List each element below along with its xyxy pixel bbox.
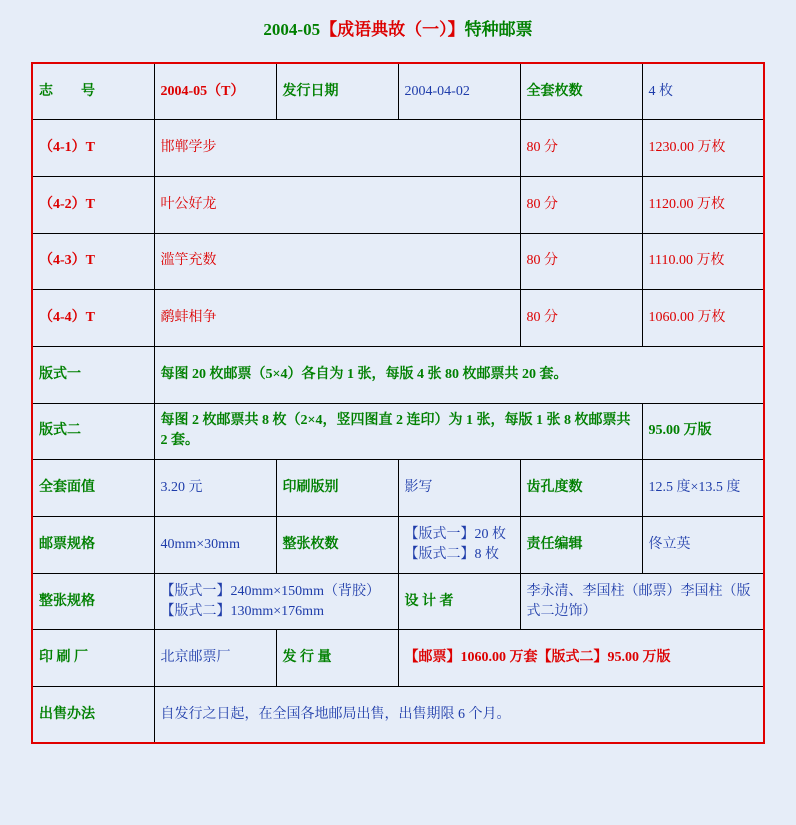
issue-date-value: 2004-04-02	[398, 63, 520, 120]
title-name: 【成语典故（一）】	[320, 20, 465, 39]
format1-row	[32, 346, 764, 403]
stamp-name: 鹬蚌相争	[154, 290, 520, 347]
details-row	[32, 517, 764, 574]
editor-label: 责任编辑	[520, 517, 642, 574]
designer-label: 设 计 者	[398, 573, 520, 630]
format2-label: 版式二	[32, 403, 154, 460]
stamp-quantity: 1230.00 万枚	[642, 120, 764, 177]
sheet-size-label: 整张规格	[32, 573, 154, 630]
issue-quantity-label: 发 行 量	[276, 630, 398, 687]
stamp-face-value: 80 分	[520, 176, 642, 233]
stamp-id: （4-4）T	[32, 290, 154, 347]
stamp-id: （4-1）T	[32, 120, 154, 177]
title-code: 2004-05	[263, 20, 321, 39]
sheet-count-label: 整张枚数	[276, 517, 398, 574]
editor-value: 佟立英	[642, 517, 764, 574]
designer-value: 李永清、李国柱（邮票）李国柱（版式二边饰）	[520, 573, 764, 630]
issue-date-label: 发行日期	[276, 63, 398, 120]
sale-method-label: 出售办法	[32, 687, 154, 744]
format1-label: 版式一	[32, 346, 154, 403]
stamp-code-label: 志 号	[32, 63, 154, 120]
stamp-info-table	[31, 62, 765, 744]
face-total-value: 3.20 元	[154, 460, 276, 517]
details-row	[32, 687, 764, 744]
set-count-label: 全套枚数	[520, 63, 642, 120]
stamp-name: 滥竽充数	[154, 233, 520, 290]
stamp-quantity: 1060.00 万枚	[642, 290, 764, 347]
perforation-value: 12.5 度×13.5 度	[642, 460, 764, 517]
stamp-size-value: 40mm×30mm	[154, 517, 276, 574]
stamp-id: （4-3）T	[32, 233, 154, 290]
title-type: 特种邮票	[464, 20, 533, 39]
stamp-code-value: 2004-05（T）	[154, 63, 276, 120]
stamp-row	[32, 233, 764, 290]
format2-quantity: 95.00 万版	[642, 403, 764, 460]
sale-method-value: 自发行之日起，在全国各地邮局出售，出售期限 6 个月。	[154, 687, 764, 744]
perforation-label: 齿孔度数	[520, 460, 642, 517]
sheet-count-line: 【版式二】8 枚	[404, 546, 499, 562]
format2-description: 每图 2 枚邮票共 8 枚（2×4，竖四图直 2 连印）为 1 张，每版 1 张 8 枚邮票共 2 套。	[154, 403, 642, 460]
print-method-label: 印刷版别	[276, 460, 398, 517]
sheet-count-value	[398, 517, 520, 574]
stamp-face-value: 80 分	[520, 290, 642, 347]
printer-value: 北京邮票厂	[154, 630, 276, 687]
stamp-size-label: 邮票规格	[32, 517, 154, 574]
format2-row	[32, 403, 764, 460]
stamp-row	[32, 120, 764, 177]
format1-description: 每图 20 枚邮票（5×4）各自为 1 张，每版 4 张 80 枚邮票共 20 套。	[154, 346, 764, 403]
stamp-name: 叶公好龙	[154, 176, 520, 233]
sheet-size-value: 【版式一】240mm×150mm（背胶）【版式二】130mm×176mm	[154, 573, 398, 630]
stamp-row	[32, 290, 764, 347]
details-row	[32, 630, 764, 687]
stamp-name: 邯郸学步	[154, 120, 520, 177]
printer-label: 印 刷 厂	[32, 630, 154, 687]
stamp-row	[32, 176, 764, 233]
sheet-count-line: 【版式一】20 枚	[404, 526, 506, 542]
page-title	[0, 19, 796, 41]
stamp-quantity: 1110.00 万枚	[642, 233, 764, 290]
set-count-value: 4 枚	[642, 63, 764, 120]
header-row	[32, 63, 764, 120]
stamp-face-value: 80 分	[520, 233, 642, 290]
details-row	[32, 573, 764, 630]
stamp-id: （4-2）T	[32, 176, 154, 233]
stamp-quantity: 1120.00 万枚	[642, 176, 764, 233]
face-total-label: 全套面值	[32, 460, 154, 517]
print-method-value: 影写	[398, 460, 520, 517]
stamp-face-value: 80 分	[520, 120, 642, 177]
details-row	[32, 460, 764, 517]
issue-quantity-value: 【邮票】1060.00 万套【版式二】95.00 万版	[398, 630, 764, 687]
